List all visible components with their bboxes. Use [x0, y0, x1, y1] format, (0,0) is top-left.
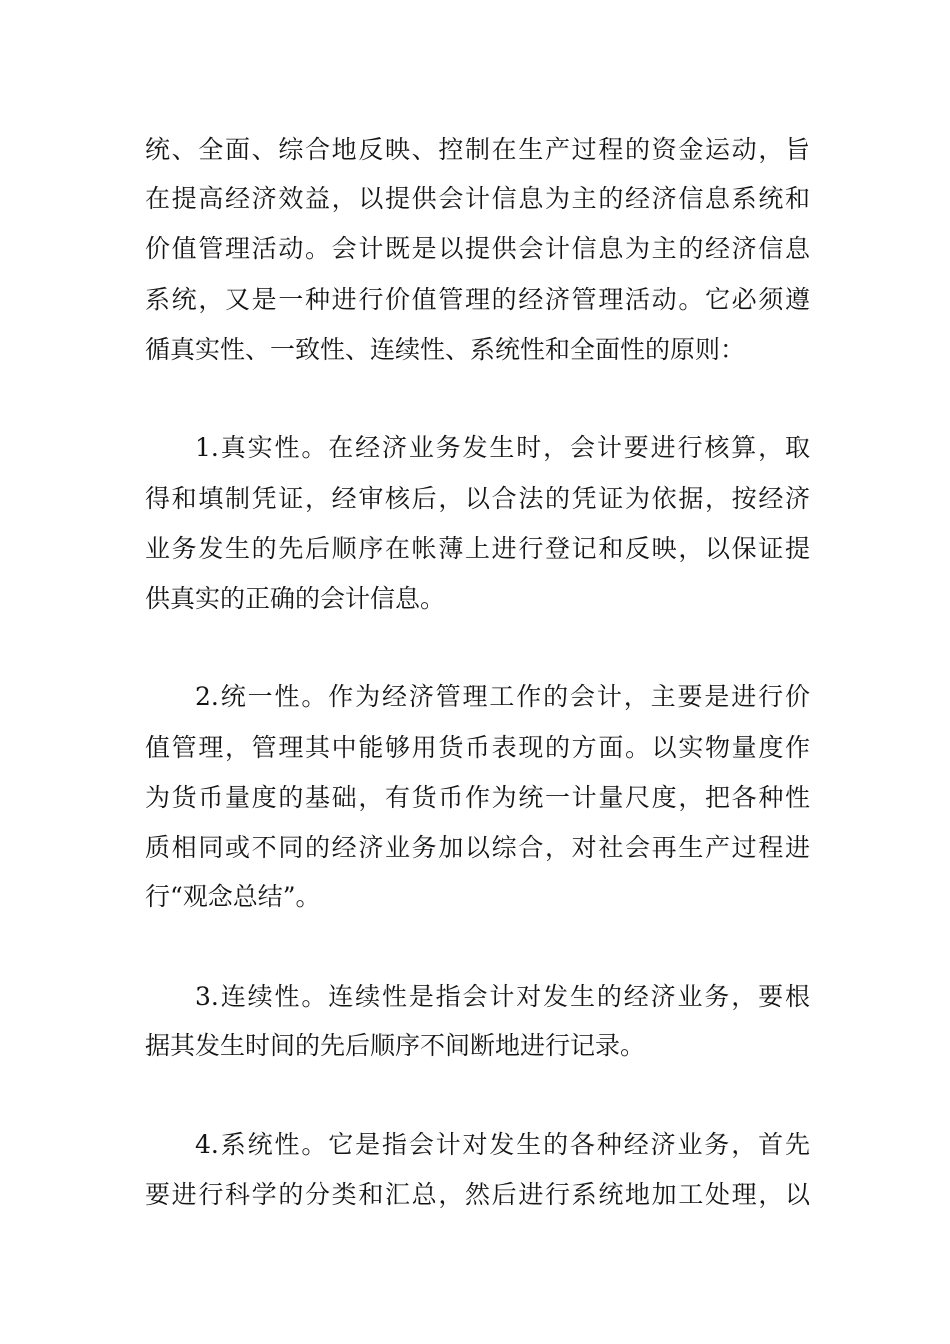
paragraph-1-line-1: 统、全面、综合地反映、控制在生产过程的资金运动，旨	[145, 135, 810, 164]
paragraph-5-line-2: 要进行科学的分类和汇总，然后进行系统地加工处理，以	[145, 1180, 810, 1209]
paragraph-1-line-5: 循真实性、一致性、连续性、系统性和全面性的原则：	[145, 335, 746, 364]
paragraph-4-line-2: 据其发生时间的先后顺序不间断地进行记录。	[145, 1031, 646, 1060]
paragraph-3-line-4: 质相同或不同的经济业务加以综合，对社会再生产过程进	[145, 833, 810, 862]
paragraph-2-line-2: 得和填制凭证，经审核后，以合法的凭证为依据，按经济	[145, 484, 810, 513]
paragraph-5-line-1: 4.系统性。它是指会计对发生的各种经济业务，首先	[195, 1130, 810, 1159]
paragraph-4-line-1: 3.连续性。连续性是指会计对发生的经济业务，要根	[195, 982, 810, 1011]
paragraph-3-line-1: 2.统一性。作为经济管理工作的会计，主要是进行价	[195, 682, 810, 711]
paragraph-1-line-3: 价值管理活动。会计既是以提供会计信息为主的经济信息	[145, 234, 810, 263]
paragraph-3-line-2: 值管理，管理其中能够用货币表现的方面。以实物量度作	[145, 733, 810, 762]
paragraph-1-line-2: 在提高经济效益，以提供会计信息为主的经济信息系统和	[145, 184, 810, 213]
paragraph-3-line-5: 行“观念总结”。	[145, 882, 321, 911]
paragraph-3-line-3: 为货币量度的基础，有货币作为统一计量尺度，把各种性	[145, 783, 810, 812]
paragraph-2-line-3: 业务发生的先后顺序在帐薄上进行登记和反映，以保证提	[145, 534, 810, 563]
paragraph-2-line-4: 供真实的正确的会计信息。	[145, 584, 446, 613]
paragraph-1-line-4: 系统，又是一种进行价值管理的经济管理活动。它必须遵	[145, 285, 810, 314]
paragraph-2-line-1: 1.真实性。在经济业务发生时，会计要进行核算，取	[195, 433, 810, 462]
